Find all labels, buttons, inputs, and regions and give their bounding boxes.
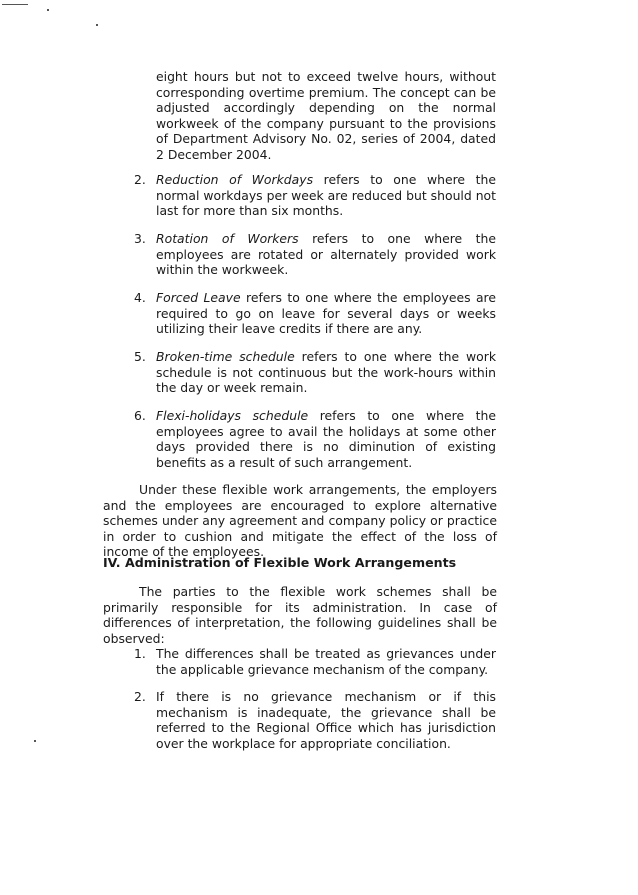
item-number: 4. <box>134 290 146 305</box>
definition-item <box>134 290 496 337</box>
definition-item <box>134 408 496 470</box>
continued-paragraph-text: eight hours but not to exceed twelve hours, without corresponding overtime premium. The concept can be adjusted accordingly depending on the normal workweek of the company pursuant to the provisions of Department Advisory No. 02, series of 2004, dated 2 December 2004. <box>156 69 496 162</box>
definition-term: Rotation of Workers <box>156 231 299 246</box>
definition-item <box>134 172 496 219</box>
guideline-item <box>134 646 496 677</box>
definition-text: refers to one where the normal workdays per week are reduced but should not last for more than six months. <box>156 172 496 219</box>
definition-item <box>134 231 496 278</box>
closing-paragraph-text: Under these flexible work arrangements, the employers and the employees are encouraged to explore alternative schemes under any agreement and company policy or practice in order to cushion and mitigate the effect of the loss of income of the employees. <box>103 482 497 560</box>
definition-text: refers to one where the employees agree to avail the holidays at some other days provided there is no diminution of existing benefits as a result of such arrangement. <box>156 408 496 470</box>
item-number: 6. <box>134 408 146 423</box>
guideline-text: The differences shall be treated as grievances under the applicable grievance mechanism of the company. <box>156 646 496 677</box>
guideline-item <box>134 689 496 751</box>
continued-paragraph <box>156 69 496 163</box>
section-intro <box>103 584 497 646</box>
guideline-text: If there is no grievance mechanism or if this mechanism is inadequate, the grievance shall be referred to the Regional Office which has jurisdiction over the workplace for appropriate conciliation. <box>156 689 496 751</box>
scan-mark <box>47 9 49 11</box>
definition-term: Forced Leave <box>156 290 241 305</box>
definition-term: Flexi-holidays schedule <box>156 408 309 423</box>
definition-term: Broken-time schedule <box>156 349 295 364</box>
section-heading: IV. Administration of Flexible Work Arrangements <box>103 555 457 570</box>
section-intro-text: The parties to the flexible work schemes shall be primarily responsible for its administration. In case of differences of interpretation, the following guidelines shall be observed: <box>103 584 497 646</box>
definition-term: Reduction of Workdays <box>156 172 314 187</box>
definition-text: refers to one where the employees are rotated or alternately provided work within the workweek. <box>156 231 496 278</box>
item-number: 5. <box>134 349 146 364</box>
item-number: 3. <box>134 231 146 246</box>
definition-text: refers to one where the work schedule is not continuous but the work-hours within the day or week remain. <box>156 349 497 396</box>
item-number: 1. <box>134 646 146 661</box>
definition-item <box>134 349 496 396</box>
definition-text: refers to one where the employees are required to go on leave for several days or weeks utilizing their leave credits if there are any. <box>156 290 496 337</box>
closing-paragraph <box>103 482 497 560</box>
scan-mark <box>96 24 98 26</box>
item-number: 2. <box>134 172 146 187</box>
item-number: 2. <box>134 689 146 704</box>
scan-mark <box>2 4 28 5</box>
scan-mark <box>34 740 36 742</box>
